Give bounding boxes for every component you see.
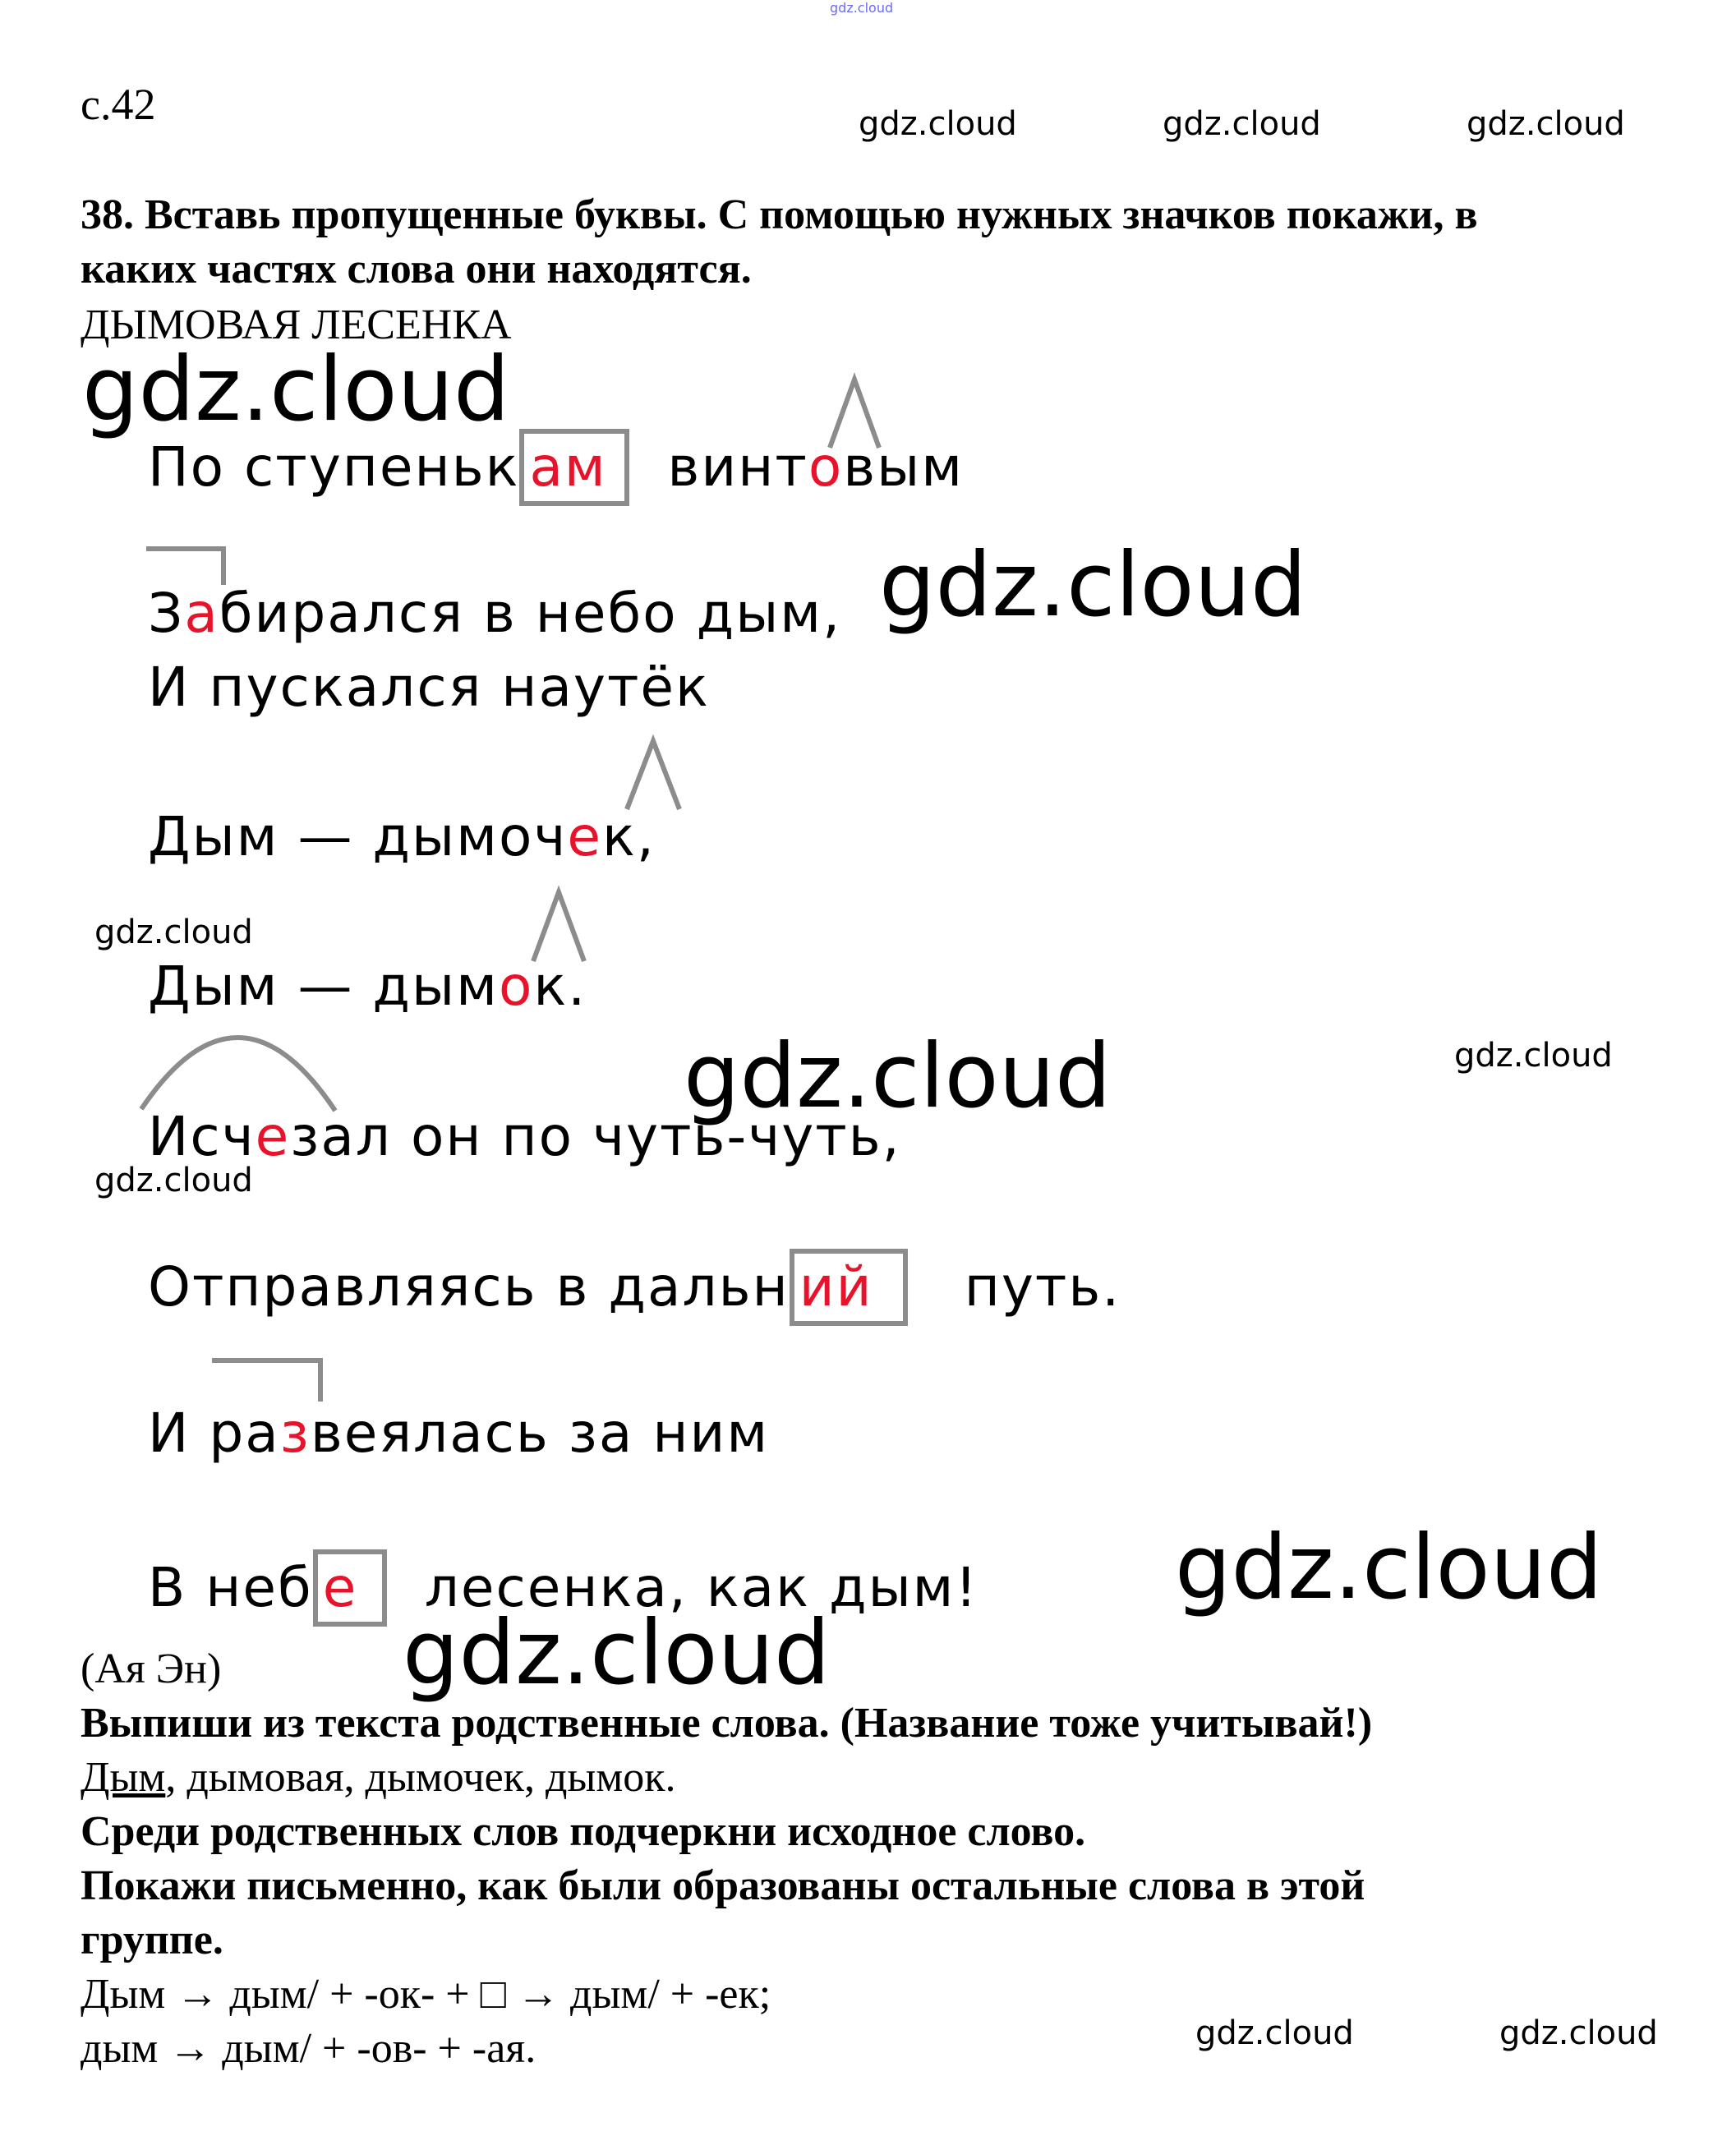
answer-1: Дым, дымовая, дымочек, дымок. (81, 1754, 676, 1801)
inserted-letter: а (184, 582, 219, 645)
poem-line-9: В неб е лесенка, как дым! (148, 1549, 979, 1627)
watermark: gdz.cloud (82, 338, 510, 441)
answer-3-line-1: Дым → дым/ + -ок- + □ → дым/ + -ек; (81, 1971, 771, 2018)
watermark: gdz.cloud (879, 534, 1307, 637)
question-2: Среди родственных слов подчеркни исходное слово. (81, 1808, 1086, 1855)
watermark: gdz.cloud (684, 1025, 1112, 1128)
watermark: gdz.cloud (859, 105, 1017, 143)
watermark: gdz.cloud (1467, 105, 1625, 143)
page-number: с.42 (81, 80, 156, 129)
watermark: gdz.cloud (1454, 1037, 1613, 1075)
poem-text: По ступеньк (148, 435, 520, 499)
poem-line-8: И развеялась за ним (148, 1402, 770, 1465)
watermark: gdz.cloud (94, 914, 253, 951)
poem-line-6: Исчезал он по чуть-чуть, (148, 1105, 901, 1168)
inserted-letter: з (279, 1402, 311, 1465)
inserted-letter: о (498, 955, 534, 1018)
poem-line-7: Отправляясь в дальн ий путь. (148, 1249, 1121, 1326)
ending-box: е (313, 1549, 387, 1627)
watermark: gdz.cloud (1195, 2014, 1354, 2052)
question-3-line-1: Покажи письменно, как были образованы остальные слова в этой (81, 1862, 1365, 1909)
ending-box: ий (790, 1249, 908, 1326)
suffix-mark (627, 741, 679, 809)
poem-text: винт (667, 435, 808, 499)
poem-line-2: Забирался в небо дым, (148, 582, 842, 645)
prefix-mark (212, 1360, 320, 1402)
poem-title: ДЫМОВАЯ ЛЕСЕНКА (81, 301, 512, 348)
ending-box: ам (519, 429, 629, 506)
underlined-root-word: Дым (81, 1754, 166, 1801)
watermark: gdz.cloud (1163, 105, 1321, 143)
answer-3-line-2: дым → дым/ + -ов- + -ая. (81, 2025, 536, 2072)
inserted-letter: о (808, 435, 844, 499)
poem-line-5: Дым — дымок. (148, 955, 587, 1018)
root-arc (141, 1038, 335, 1111)
watermark: gdz.cloud (1499, 2014, 1658, 2052)
watermark: gdz.cloud (94, 1162, 253, 1199)
question-3-line-2: группе. (81, 1917, 223, 1963)
inserted-letter: е (567, 805, 602, 868)
top-watermark: gdz.cloud (830, 0, 894, 16)
question-1: Выпиши из текста родственные слова. (Название тоже учитывай!) (81, 1700, 1373, 1747)
poem-line-1 (148, 429, 964, 506)
inserted-letter: е (255, 1105, 291, 1168)
watermark: gdz.cloud (403, 1602, 831, 1705)
author: (Ая Эн) (81, 1646, 222, 1692)
suffix-mark (533, 892, 584, 961)
poem-text: вым (843, 435, 965, 499)
watermark: gdz.cloud (1175, 1517, 1603, 1619)
task-line-2: каких частях слова они находятся. (81, 246, 752, 292)
prefix-mark (146, 549, 223, 585)
poem-line-3: И пускался наутёк (148, 656, 710, 719)
poem-line-4: Дым — дымочек, (148, 805, 656, 868)
task-line-1: 38. Вставь пропущенные буквы. С помощью нужных значков покажи, в (81, 191, 1478, 238)
